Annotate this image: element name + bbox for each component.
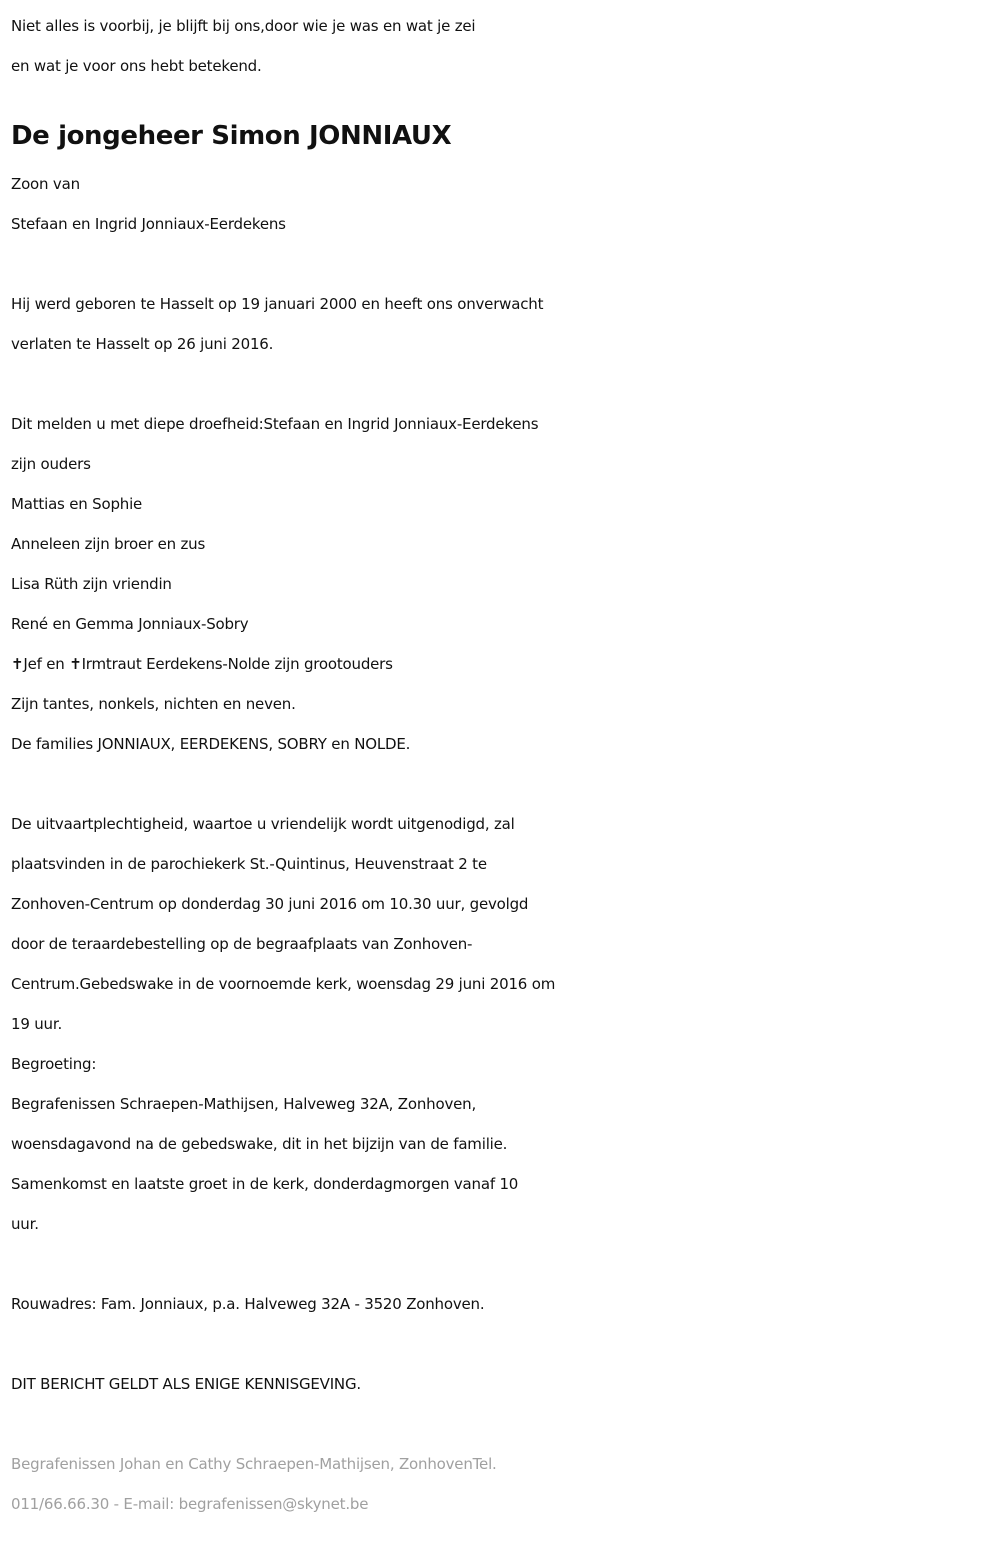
grandparent-name: Jef en (23, 655, 70, 673)
notice-statement: DIT BERICHT GELDT ALS ENIGE KENNISGEVING. (11, 1375, 361, 1393)
cross-icon: ✝ (69, 655, 82, 673)
obituary-notice (11, 6, 991, 1524)
mourners-line: De families JONNIAUX, EERDEKENS, SOBRY en NOLDE. (11, 735, 411, 753)
motto-line: Niet alles is voorbij, je blijft bij ons,door wie je was en wat je zei (11, 17, 476, 35)
spacer (11, 1324, 991, 1364)
funeral-home-footer: Begrafenissen Johan en Cathy Schraepen-Mathijsen, ZonhovenTel. (11, 1455, 497, 1473)
birth-death-text: verlaten te Hasselt op 26 juni 2016. (11, 335, 274, 353)
cross-icon: ✝ (11, 655, 24, 673)
greeting-label: Begroeting: (11, 1055, 97, 1073)
funeral-home-contact: 011/66.66.30 - E-mail: begrafenissen@skynet.be (11, 1495, 369, 1513)
mourners-line: René en Gemma Jonniaux-Sobry (11, 615, 249, 633)
spacer (11, 1404, 991, 1444)
mourners-line: Zijn tantes, nonkels, nichten en neven. (11, 695, 296, 713)
mourners-intro: Dit melden u met diepe droefheid:Stefaan en Ingrid Jonniaux-Eerdekens (11, 415, 539, 433)
deceased-name-heading: De jongeheer Simon JONNIAUX (11, 121, 452, 151)
funeral-text: Centrum.Gebedswake in de voornoemde kerk, woensdag 29 juni 2016 om (11, 975, 556, 993)
funeral-text: Zonhoven-Centrum op donderdag 30 juni 2016 om 10.30 uur, gevolgd (11, 895, 529, 913)
mourners-line: Mattias en Sophie (11, 495, 143, 513)
parents-intro: Zoon van (11, 175, 80, 193)
mourning-address: Rouwadres: Fam. Jonniaux, p.a. Halveweg 32A - 3520 Zonhoven. (11, 1295, 485, 1313)
grandparents-line (11, 644, 991, 684)
spacer (11, 1244, 991, 1284)
funeral-text: De uitvaartplechtigheid, waartoe u vriendelijk wordt uitgenodigd, zal (11, 815, 515, 833)
birth-death-text: Hij werd geboren te Hasselt op 19 januari 2000 en heeft ons onverwacht (11, 295, 544, 313)
funeral-text: plaatsvinden in de parochiekerk St.-Quintinus, Heuvenstraat 2 te (11, 855, 487, 873)
parents-names: Stefaan en Ingrid Jonniaux-Eerdekens (11, 215, 286, 233)
spacer (11, 364, 991, 404)
mourners-line: Lisa Rüth zijn vriendin (11, 575, 172, 593)
funeral-text: 19 uur. (11, 1015, 63, 1033)
grandparent-name: Irmtraut Eerdekens-Nolde zijn grootouders (81, 655, 393, 673)
motto-line: en wat je voor ons hebt betekend. (11, 57, 262, 75)
greeting-text: woensdagavond na de gebedswake, dit in het bijzijn van de familie. (11, 1135, 508, 1153)
greeting-text: Samenkomst en laatste groet in de kerk, donderdagmorgen vanaf 10 (11, 1175, 519, 1193)
spacer (11, 244, 991, 284)
greeting-text: Begrafenissen Schraepen-Mathijsen, Halveweg 32A, Zonhoven, (11, 1095, 477, 1113)
mourners-line: zijn ouders (11, 455, 91, 473)
greeting-text: uur. (11, 1215, 39, 1233)
funeral-text: door de teraardebestelling op de begraafplaats van Zonhoven- (11, 935, 473, 953)
mourners-line: Anneleen zijn broer en zus (11, 535, 206, 553)
spacer (11, 764, 991, 804)
